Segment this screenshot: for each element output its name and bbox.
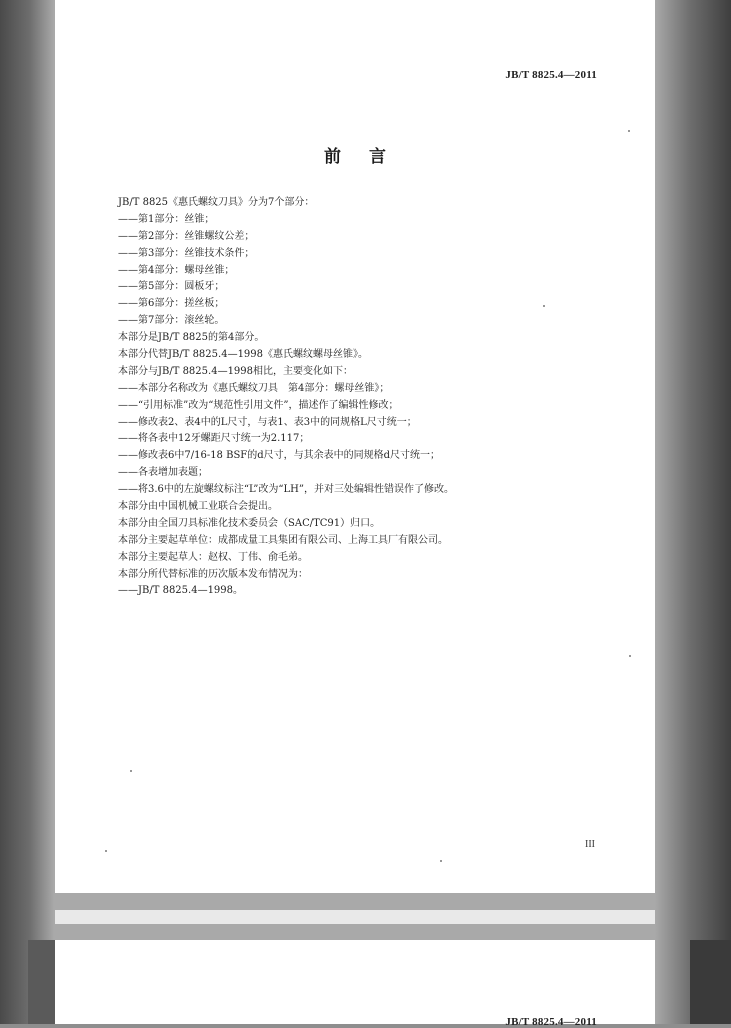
text-line: 本部分与JB/T 8825.4—1998相比，主要变化如下： [118,365,354,377]
text-line: ——第7部分：滚丝轮。 [118,315,225,327]
text-line: ——将3.6中的左旋螺纹标注“L”改为“LH”，并对三处编辑性错误作了修改。 [118,484,454,496]
foreword-body [118,195,618,600]
text-line: ——第5部分：圆板牙； [118,281,225,293]
text-line: 本部分主要起草单位：成都成量工具集团有限公司、上海工具厂有限公司。 [118,534,448,546]
page-title: 前言 [324,147,414,167]
text-line: ——第6部分：搓丝板； [118,298,225,310]
standard-id-header: JB/T 8825.4—2011 [505,69,597,81]
text-line: 本部分由全国刀具标准化技术委员会（SAC/TC91）归口。 [118,517,381,529]
standard-id-header: JB/T 8825.4—2011 [505,1016,597,1028]
text-line: ——JB/T 8825.4—1998。 [118,585,244,597]
text-line: ——第4部分：螺母丝锥； [118,264,235,276]
viewer-edge-left [28,940,55,1024]
page-separator-strip [55,910,655,924]
text-line: ——修改表2、表4中的L尺寸，与表1、表3中的同规格L尺寸统一； [118,416,417,428]
text-line: ——第3部分：丝锥技术条件； [118,247,255,259]
text-line: ——第2部分：丝锥螺纹公差； [118,230,255,242]
scan-speck [628,130,630,132]
document-page-2 [55,940,655,1028]
scan-speck [629,655,631,657]
text-line: JB/T 8825《惠氏螺纹刀具》分为7个部分： [118,197,315,208]
scan-speck [105,850,107,852]
scan-speck [130,770,132,772]
viewer-edge-right [690,940,731,1024]
text-line: ——修改表6中7/16-18 BSF的d尺寸，与其余表中的同规格d尺寸统一； [118,450,441,462]
text-line: ——“引用标准”改为“规范性引用文件”，描述作了编辑性修改； [118,399,399,411]
page-number: III [585,839,595,850]
text-line: 本部分代替JB/T 8825.4—1998《惠氏螺纹螺母丝锥》。 [118,349,369,361]
text-line: 本部分主要起草人：赵权、丁伟、俞毛弟。 [118,551,308,563]
text-line: 本部分是JB/T 8825的第4部分。 [118,332,265,344]
document-page-1 [55,0,655,893]
scan-speck [440,860,442,862]
text-line: 本部分所代替标准的历次版本发布情况为： [118,568,308,580]
text-line: ——各表增加表题； [118,467,208,479]
text-line: ——第1部分：丝锥； [118,213,215,225]
text-line: 本部分由中国机械工业联合会提出。 [118,501,278,513]
text-line: ——本部分名称改为《惠氏螺纹刀具 第4部分：螺母丝锥》； [118,382,390,394]
text-line: ——将各表中12牙螺距尺寸统一为2.117； [118,433,310,445]
scan-speck [543,305,545,307]
